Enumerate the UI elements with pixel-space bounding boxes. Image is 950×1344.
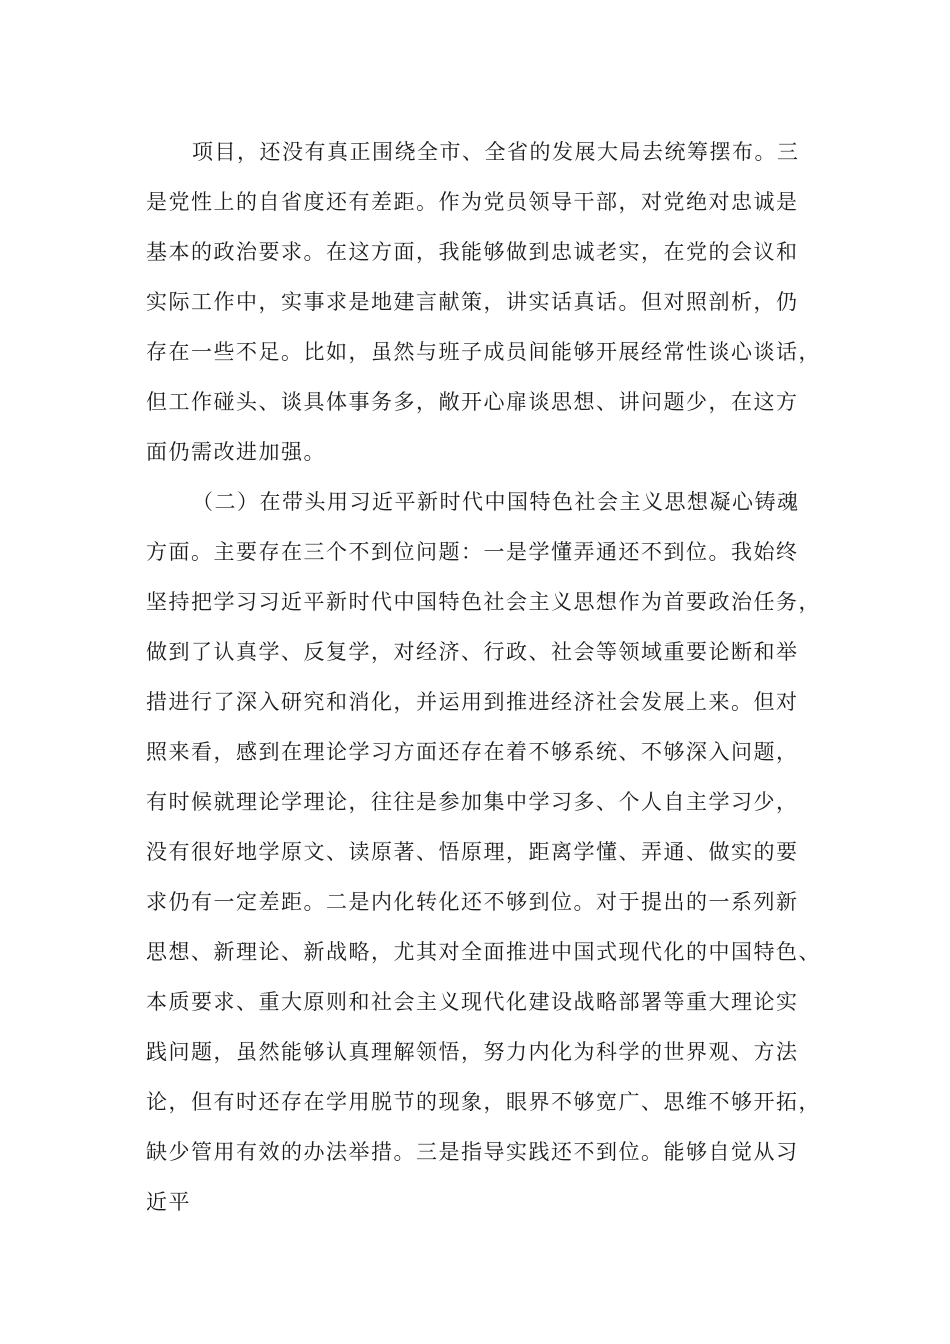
text-line: 缺少管用有效的办法举措。三是指导实践还不到位。能够自觉从习 <box>146 1140 799 1164</box>
section-heading-line: （二）在带头用习近平新时代中国特色社会主义思想凝心铸魂 <box>192 490 800 514</box>
text-line: 实际工作中，实事求是地建言献策，讲实话真话。但对照剖析，仍 <box>146 290 799 314</box>
text-line: 基本的政治要求。在这方面，我能够做到忠诚老实，在党的会议和 <box>146 240 799 264</box>
body-text <box>146 132 826 1232</box>
text-line: 求仍有一定差距。二是内化转化还不够到位。对于提出的一系列新 <box>146 890 799 914</box>
text-line: 照来看，感到在理论学习方面还存在着不够系统、不够深入问题， <box>146 740 799 764</box>
text-line: 是党性上的自省度还有差距。作为党员领导干部，对党绝对忠诚是 <box>146 190 799 214</box>
text-line: 方面。主要存在三个不到位问题：一是学懂弄通还不到位。我始终 <box>146 540 799 564</box>
text-line: 思想、新理论、新战略，尤其对全面推进中国式现代化的中国特色、 <box>146 940 821 964</box>
text-line: 做到了认真学、反复学，对经济、行政、社会等领域重要论断和举 <box>146 640 799 664</box>
text-line: 措进行了深入研究和消化，并运用到推进经济社会发展上来。但对 <box>146 690 799 714</box>
text-line: 面仍需改进加强。 <box>146 440 326 464</box>
text-line: 践问题，虽然能够认真理解领悟，努力内化为科学的世界观、方法 <box>146 1040 799 1064</box>
text-line: 但工作碰头、谈具体事务多，敞开心扉谈思想、讲问题少，在这方 <box>146 390 799 414</box>
text-line: 近平 <box>146 1190 191 1214</box>
text-line: 论，但有时还存在学用脱节的现象，眼界不够宽广、思维不够开拓， <box>146 1090 821 1114</box>
text-line: 坚持把学习习近平新时代中国特色社会主义思想作为首要政治任务， <box>146 590 821 614</box>
text-line: 项目，还没有真正围绕全市、全省的发展大局去统筹摆布。三 <box>192 140 800 164</box>
text-line: 没有很好地学原文、读原著、悟原理，距离学懂、弄通、做实的要 <box>146 840 799 864</box>
text-line: 存在一些不足。比如，虽然与班子成员间能够开展经常性谈心谈话， <box>146 340 821 364</box>
text-line: 有时候就理论学理论，往往是参加集中学习多、个人自主学习少， <box>146 790 799 814</box>
text-line: 本质要求、重大原则和社会主义现代化建设战略部署等重大理论实 <box>146 990 799 1014</box>
